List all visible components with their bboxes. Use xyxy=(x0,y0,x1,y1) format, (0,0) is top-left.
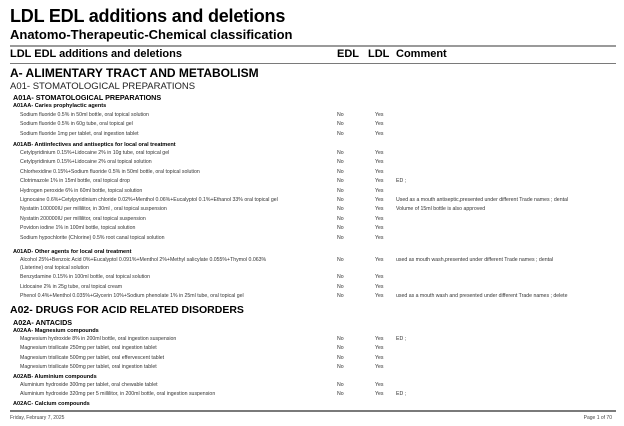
edl-value: No xyxy=(337,274,344,281)
edl-value: No xyxy=(337,257,344,263)
edl-value: No xyxy=(337,187,344,194)
edl-value: No xyxy=(337,354,344,361)
ldl-value: Yes xyxy=(375,112,384,118)
section-heading-a01a: A01A- STOMATOLOGICAL PREPARATIONS xyxy=(13,93,162,102)
edl-value: No xyxy=(337,130,344,137)
drug-name: Lignocaine 0.6%+Cetylpyridinium chloride 0.02%+Menthol 0.06%+Eucalyptol 0.1%+Ethanol 33% oral topical gel xyxy=(20,197,278,203)
section-heading-a02aa: A02AA- Magnesium compounds xyxy=(13,328,99,334)
ldl-value: Yes xyxy=(375,150,384,156)
edl-value: No xyxy=(337,293,344,300)
footer-page-number: Page 1 of 70 xyxy=(583,415,612,421)
edl-value: No xyxy=(337,234,344,241)
drug-name: Sodium fluoride 0.5% in 50ml bottle, oral topical solution xyxy=(20,112,149,118)
comment-value: Volume of 15ml bottle is also approved xyxy=(396,206,486,213)
drug-name: Magnesium hydroxide 8% in 200ml bottle, oral ingestion suspension xyxy=(20,336,177,342)
edl-value: No xyxy=(337,159,344,166)
footer-divider xyxy=(10,410,616,412)
ldl-value: Yes xyxy=(375,354,384,361)
drug-name-continuation: (Listerine) oral topical solution xyxy=(20,264,89,271)
drug-row-continuation xyxy=(0,263,624,273)
header-divider xyxy=(10,45,616,47)
drug-name: Hydrogen peroxide 6% in 60ml bottle, topical solution xyxy=(20,187,143,194)
ldl-value: Yes xyxy=(375,121,384,128)
drug-row xyxy=(0,362,624,372)
drug-name: Magnesium trisilicate 500mg per tablet, oral effervescent tablet xyxy=(20,354,165,361)
drug-name: Aluminium hydroxide 300mg per tablet, oral chewable tablet xyxy=(20,382,158,388)
comment-value: ED ; xyxy=(396,336,407,342)
ldl-value: Yes xyxy=(375,336,384,342)
section-heading-a01: A01- STOMATOLOGICAL PREPARATIONS xyxy=(10,81,196,92)
ldl-value: Yes xyxy=(375,187,384,194)
edl-value: No xyxy=(337,225,344,232)
drug-name: Alcohol 25%+Benzoic Acid 0%+Eucalyptol 0.091%+Menthol 2%+Methyl salicylate 0.055%+Thymol 0.063% xyxy=(20,257,267,263)
comment-value: ED ; xyxy=(396,391,407,398)
edl-value: No xyxy=(337,197,344,203)
drug-row xyxy=(0,129,624,139)
column-header-divider xyxy=(10,63,616,64)
ldl-value: Yes xyxy=(375,215,384,222)
edl-value: No xyxy=(337,150,344,156)
ldl-value: Yes xyxy=(375,197,384,203)
edl-value: No xyxy=(337,215,344,222)
section-heading-a01aa: A01AA- Caries prophylactic agents xyxy=(13,103,107,109)
drug-name: Sodium hypochlorite (Chlorine) 0.5% root canal topical solution xyxy=(20,234,165,241)
comment-value: used as mouth wash,presented under different Trade names ; dental xyxy=(396,257,554,263)
column-header-edl: EDL xyxy=(337,48,359,60)
column-header-comment: Comment xyxy=(396,48,447,60)
drug-name: Cetylpyridinium 0.15%+Lidocaine 2% in 10g tube, oral topical gel xyxy=(20,150,170,156)
ldl-value: Yes xyxy=(375,225,384,232)
drug-row xyxy=(0,291,624,301)
comment-value: Used as a mouth antiseptic,presented under different Trade names ; dental xyxy=(396,197,569,203)
edl-value: No xyxy=(337,345,344,352)
drug-name: Lidocaine 2% in 25g tube, oral topical cream xyxy=(20,283,123,290)
drug-name: Phenol 0.4%+Menthol 0.035%+Glycerin 10%+Sodium phenolate 1% in 25ml tube, oral topical gel xyxy=(20,293,244,300)
section-heading-a02ab: A02AB- Aluminium compounds xyxy=(13,374,97,380)
edl-value: No xyxy=(337,364,344,371)
ldl-value: Yes xyxy=(375,283,384,290)
comment-value: ED ; xyxy=(396,178,407,185)
drug-name: Benzydamine 0.15% in 100ml bottle, oral topical solution xyxy=(20,274,151,281)
edl-value: No xyxy=(337,283,344,290)
ldl-value: Yes xyxy=(375,178,384,185)
drug-row xyxy=(0,389,624,399)
section-heading-a01ab: A01AB- Antiinfectives and antiseptics for local oral treatment xyxy=(13,142,176,148)
ldl-value: Yes xyxy=(375,168,384,175)
footer-date: Friday, February 7, 2025 xyxy=(10,415,65,421)
document-title: LDL EDL additions and deletions xyxy=(10,6,286,26)
ldl-value: Yes xyxy=(375,364,384,371)
section-heading-a02ac: A02AC- Calcium compounds xyxy=(13,401,90,407)
ldl-value: Yes xyxy=(375,130,384,137)
drug-row xyxy=(0,233,624,243)
ldl-value: Yes xyxy=(375,159,384,166)
section-heading-a02a: A02A- ANTACIDS xyxy=(13,318,73,327)
ldl-value: Yes xyxy=(375,274,384,281)
edl-value: No xyxy=(337,382,344,388)
drug-name: Magnesium trisilicate 500mg per tablet, oral ingestion tablet xyxy=(20,364,157,371)
section-heading-a: A- ALIMENTARY TRACT AND METABOLISM xyxy=(10,66,259,80)
drug-name: Magnesium trisilicate 250mg per tablet, oral ingestion tablet xyxy=(20,345,157,352)
column-header-ldl: LDL xyxy=(368,48,390,60)
drug-name: Nystatin 100000IU per millilitor, in 30ml , oral topical suspension xyxy=(20,206,167,213)
section-heading-a01ad: A01AD- Other agents for local oral treatment xyxy=(13,249,132,255)
drug-name: Aluminium hydroxide 320mg per 5 millilitor, in 200ml bottle, oral ingestion suspension xyxy=(20,391,216,398)
edl-value: No xyxy=(337,336,344,342)
drug-name: Chlorhexidine 0.15%+Sodium fluoride 0.5% in 50ml bottle, oral topical solution xyxy=(20,168,200,175)
ldl-value: Yes xyxy=(375,206,384,213)
section-heading-a02: A02- DRUGS FOR ACID RELATED DISORDERS xyxy=(10,304,244,316)
edl-value: No xyxy=(337,206,344,213)
edl-value: No xyxy=(337,391,344,398)
ldl-value: Yes xyxy=(375,257,384,263)
ldl-value: Yes xyxy=(375,234,384,241)
edl-value: No xyxy=(337,121,344,128)
comment-value: used as a mouth wash and presented under different Trade names ; delete xyxy=(396,293,568,300)
edl-value: No xyxy=(337,168,344,175)
drug-name: Nystatin 200000IU per millilitor, oral topical suspension xyxy=(20,215,146,222)
drug-name: Sodium fluoride 1mg per tablet, oral ingestion tablet xyxy=(20,130,139,137)
drug-name: Povidon iodine 1% in 100ml bottle, topical solution xyxy=(20,225,136,232)
edl-value: No xyxy=(337,178,344,185)
ldl-value: Yes xyxy=(375,345,384,352)
drug-name: Cetylpyridinium 0.15%+Lidocaine 2% oral topical solution xyxy=(20,159,152,166)
edl-value: No xyxy=(337,112,344,118)
column-header-main: LDL EDL additions and deletions xyxy=(10,48,182,60)
ldl-value: Yes xyxy=(375,382,384,388)
drug-name: Clotrimazole 1% in 15ml bottle, oral topical drop xyxy=(20,178,130,185)
drug-name: Sodium fluoride 0.5% in 60g tube, oral topical gel xyxy=(20,121,133,128)
ldl-value: Yes xyxy=(375,391,384,398)
ldl-value: Yes xyxy=(375,293,384,300)
document-subtitle: Anatomo-Therapeutic-Chemical classification xyxy=(10,27,293,42)
